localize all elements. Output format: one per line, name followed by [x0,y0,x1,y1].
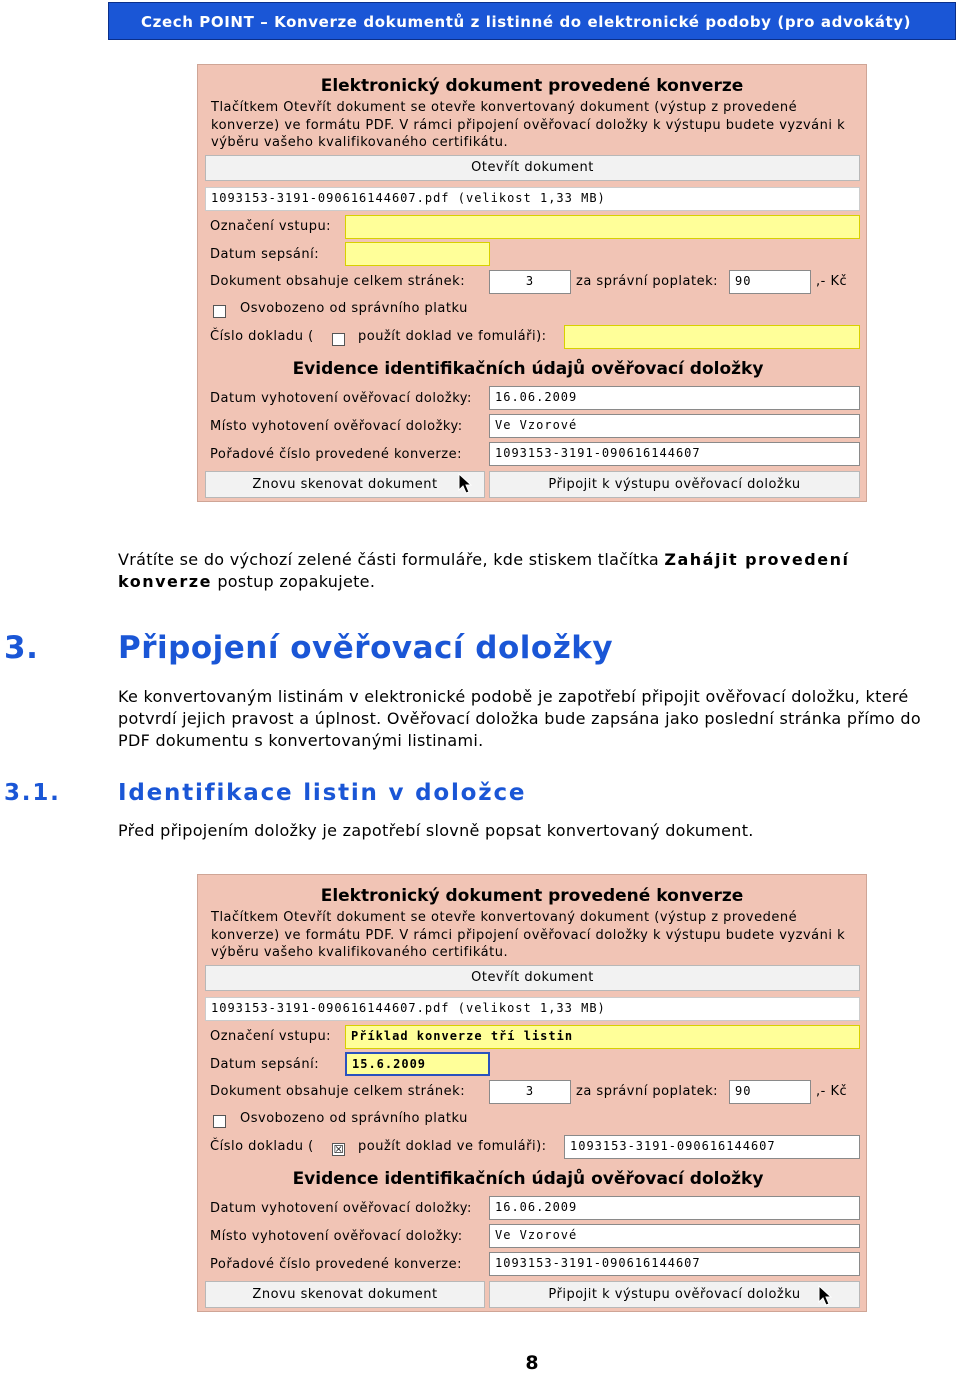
section-3-title: Připojení ověřovací doložky [118,630,614,666]
mouse-cursor-icon [458,473,474,495]
receipt-number-field[interactable] [564,325,860,349]
use-receipt-checkbox[interactable]: ☒ [333,1143,344,1156]
fee-label: za správní poplatek: [576,1084,718,1099]
pages-field[interactable]: 3 [489,270,571,294]
clause-place-label: Místo vyhotovení ověřovací doložky: [210,1229,463,1244]
receipt-suffix-label: použít doklad ve fomuláři): [358,329,547,344]
use-receipt-checkbox[interactable] [332,333,345,346]
form-intro-text: Tlačítkem Otevřít dokument se otevře konvertovaný dokument (výstup z provedené konverze) ve formátu PDF. V rámci připojení ověřovací doložky k výstupu budete vyzváni k výběru vašeho kvalifikovaného certifikátu. [211,910,846,960]
receipt-prefix-label: Číslo dokladu ( [210,329,314,344]
pages-label: Dokument obsahuje celkem stránek: [210,1084,466,1099]
fee-label: za správní poplatek: [576,274,718,289]
date-written-label: Datum sepsání: [210,1057,320,1072]
form-title: Elektronický dokument provedené konverze [320,76,744,96]
start-conversion-button-reference: Zahájit provedení konverze [118,550,850,591]
currency-label: ,- Kč [816,274,848,289]
clause-date-field[interactable]: 16.06.2009 [489,386,860,410]
mouse-cursor-icon [818,1285,834,1307]
document-header [108,2,956,40]
date-written-field[interactable]: 15.6.2009 [345,1052,490,1076]
rescan-document-button[interactable]: Znovu skenovat dokument [205,1281,485,1308]
clause-place-field[interactable]: Ve Vzorové [489,1224,860,1248]
form-intro-text: Tlačítkem Otevřít dokument se otevře konvertovaný dokument (výstup z provedené konverze) ve formátu PDF. V rámci připojení ověřovací doložky k výstupu budete vyzváni k výběru vašeho kvalifikovaného certifikátu. [211,100,846,150]
date-written-label: Datum sepsání: [210,247,320,262]
conversion-form-screenshot-1 [197,64,867,502]
clause-date-label: Datum vyhotovení ověřovací doložky: [210,391,472,406]
exempt-checkbox[interactable] [213,305,226,318]
document-header-title: Czech POINT – Konverze dokumentů z listinné do elektronické podoby (pro advokáty) [141,13,912,31]
exempt-checkbox[interactable] [213,1115,226,1128]
return-paragraph-text: Vrátíte se do výchozí zelené části formuláře, kde stiskem tlačítka [118,550,665,569]
section-3-text: Ke konvertovaným listinám v elektronické podobě je zapotřebí připojit ověřovací doložku, které potvrdí jejich pravost a úplnost. Ověřovací doložka bude zapsána jako poslední stránka přímo do PDF dokumentu s konvertovanými listinami. [118,687,921,750]
rescan-document-button[interactable]: Znovu skenovat dokument [205,471,485,498]
attach-clause-button[interactable]: Připojit k výstupu ověřovací doložku [489,471,860,498]
input-mark-field[interactable] [345,215,860,239]
conversion-number-label: Pořadové číslo provedené konverze: [210,1257,462,1272]
clause-place-label: Místo vyhotovení ověřovací doložky: [210,419,463,434]
section-3-1-number: 3.1. [4,780,61,806]
currency-label: ,- Kč [816,1084,848,1099]
clause-date-field[interactable]: 16.06.2009 [489,1196,860,1220]
return-paragraph [118,549,918,593]
attach-clause-button[interactable]: Připojit k výstupu ověřovací doložku [489,1281,860,1308]
section-3-1-text: Před připojením doložky je zapotřebí slovně popsat konvertovaný dokument. [118,821,754,840]
conversion-form-screenshot-2 [197,874,867,1312]
section-3-number: 3. [4,630,39,666]
conversion-number-field[interactable]: 1093153-3191-090616144607 [489,1252,860,1276]
identification-section-title: Evidence identifikačních údajů ověřovací doložky [292,359,764,379]
input-mark-label: Označení vstupu: [210,1029,332,1044]
receipt-suffix-label: použít doklad ve fomuláři): [358,1139,547,1154]
file-info-field: 1093153-3191-090616144607.pdf (velikost 1,33 MB) [205,187,860,211]
exempt-label: Osvobozeno od správního platku [240,1111,468,1126]
return-paragraph-end: postup zopakujete. [211,572,376,591]
receipt-number-field[interactable]: 1093153-3191-090616144607 [564,1135,860,1159]
input-mark-field[interactable]: Příklad konverze tří listin [345,1025,860,1049]
pages-label: Dokument obsahuje celkem stránek: [210,274,466,289]
clause-date-label: Datum vyhotovení ověřovací doložky: [210,1201,472,1216]
file-info-field: 1093153-3191-090616144607.pdf (velikost 1,33 MB) [205,997,860,1021]
fee-field[interactable]: 90 [729,1080,811,1104]
section-3-1-title: Identifikace listin v doložce [118,780,527,806]
open-document-button[interactable]: Otevřít dokument [205,155,860,181]
open-document-button[interactable]: Otevřít dokument [205,965,860,991]
conversion-number-label: Pořadové číslo provedené konverze: [210,447,462,462]
identification-section-title: Evidence identifikačních údajů ověřovací doložky [292,1169,764,1189]
conversion-number-field[interactable]: 1093153-3191-090616144607 [489,442,860,466]
form-title: Elektronický dokument provedené konverze [320,886,744,906]
receipt-prefix-label: Číslo dokladu ( [210,1139,314,1154]
exempt-label: Osvobozeno od správního platku [240,301,468,316]
clause-place-field[interactable]: Ve Vzorové [489,414,860,438]
input-mark-label: Označení vstupu: [210,219,332,234]
page-number: 8 [525,1352,539,1374]
date-written-field[interactable] [345,242,490,266]
pages-field[interactable]: 3 [489,1080,571,1104]
fee-field[interactable]: 90 [729,270,811,294]
